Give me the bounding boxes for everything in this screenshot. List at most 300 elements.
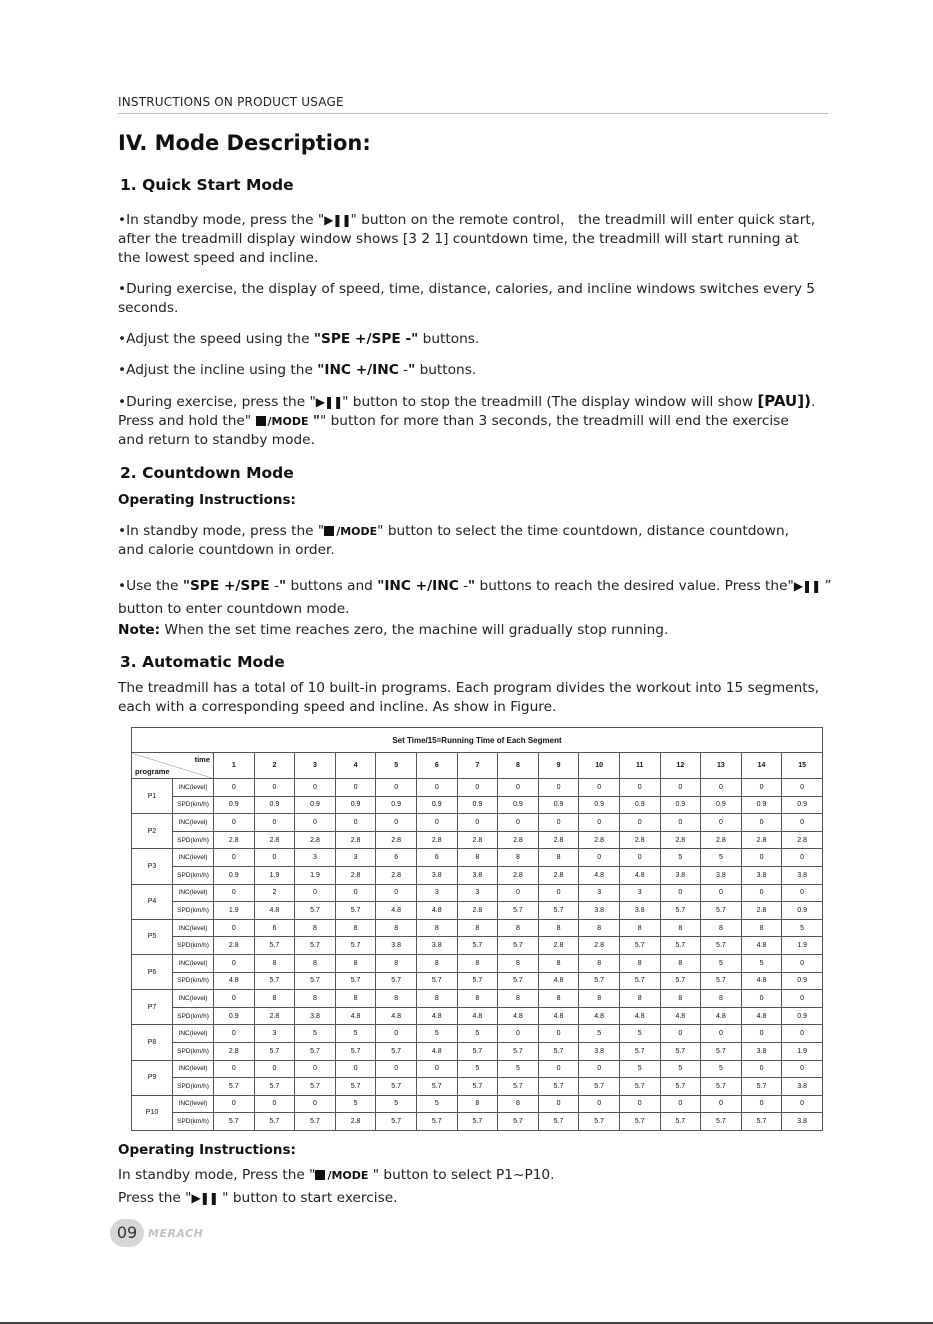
spd-value-cell: 0.9 — [538, 796, 579, 814]
inc-value-cell: 8 — [416, 990, 457, 1008]
inc-value-cell: 5 — [660, 1060, 701, 1078]
spd-value-cell: 0.9 — [457, 796, 498, 814]
spd-value-cell: 1.9 — [782, 937, 823, 955]
stop-square-icon — [324, 526, 334, 536]
spd-value-cell: 3.8 — [782, 866, 823, 884]
inc-value-cell: 0 — [295, 1095, 336, 1113]
spd-value-cell: 5.7 — [416, 1078, 457, 1096]
spd-value-cell: 4.8 — [619, 866, 660, 884]
table-row — [132, 1113, 823, 1131]
inc-value-cell: 8 — [376, 919, 417, 937]
mode-label: /MODE — [336, 525, 378, 538]
inc-value-cell: 0 — [619, 849, 660, 867]
spd-value-cell: 5.7 — [701, 1078, 742, 1096]
program-name: P2 — [132, 814, 173, 849]
inc-value-cell: 5 — [741, 954, 782, 972]
spd-label: SPD(km/h) — [173, 831, 214, 849]
spd-value-cell: 2.8 — [416, 831, 457, 849]
inc-value-cell: 0 — [782, 1025, 823, 1043]
countdown-paragraph-1: •In standby mode, press the " /MODE" button to select the time countdown, distance countdown, and calorie countdown in order. — [118, 523, 790, 558]
spd-value-cell: 4.8 — [254, 902, 295, 920]
inc-value-cell: 8 — [498, 990, 539, 1008]
spd-value-cell: 2.8 — [376, 831, 417, 849]
inc-value-cell: 5 — [619, 1025, 660, 1043]
inc-value-cell: 2 — [254, 884, 295, 902]
program-name: P8 — [132, 1025, 173, 1060]
table-title: Set Time/15=Running Time of Each Segment — [132, 728, 823, 753]
spd-value-cell: 5.7 — [335, 1042, 376, 1060]
spd-value-cell: 1.9 — [214, 902, 255, 920]
table-row — [132, 902, 823, 920]
spd-value-cell: 0.9 — [214, 796, 255, 814]
inc-value-cell: 0 — [538, 1095, 579, 1113]
inc-value-cell: 0 — [214, 814, 255, 832]
program-name: P10 — [132, 1095, 173, 1130]
inc-value-cell: 0 — [335, 779, 376, 797]
spd-value-cell: 5.7 — [741, 1078, 782, 1096]
spd-value-cell: 4.8 — [660, 1007, 701, 1025]
inc-value-cell: 3 — [457, 884, 498, 902]
spd-value-cell: 5.7 — [457, 1113, 498, 1131]
spd-value-cell: 4.8 — [498, 1007, 539, 1025]
countdown-note: Note: When the set time reaches zero, the machine will gradually stop running. — [118, 622, 669, 638]
spd-value-cell: 1.9 — [295, 866, 336, 884]
program-name: P9 — [132, 1060, 173, 1095]
inc-value-cell: 0 — [782, 814, 823, 832]
segment-header: 2 — [254, 753, 295, 779]
inc-level-label: INC(level) — [173, 779, 214, 797]
inc-value-cell: 5 — [457, 1060, 498, 1078]
inc-value-cell: 0 — [214, 849, 255, 867]
table-row — [132, 866, 823, 884]
inc-value-cell: 0 — [701, 779, 742, 797]
inc-value-cell: 0 — [741, 779, 782, 797]
table-row — [132, 1007, 823, 1025]
spd-value-cell: 0.9 — [214, 866, 255, 884]
spd-value-cell: 5.7 — [335, 972, 376, 990]
inc-value-cell: 0 — [579, 814, 620, 832]
inc-value-cell: 5 — [335, 1095, 376, 1113]
spd-value-cell: 2.8 — [538, 937, 579, 955]
spd-value-cell: 5.7 — [660, 972, 701, 990]
spd-value-cell: 2.8 — [254, 831, 295, 849]
spd-label: SPD(km/h) — [173, 1078, 214, 1096]
spd-value-cell: 0.9 — [741, 796, 782, 814]
automatic-paragraph: The treadmill has a total of 10 built-in programs. Each program divides the workout into 15 segments, each with a corresponding speed and incline. As show in Figure. — [118, 680, 820, 715]
spd-value-cell: 2.8 — [498, 831, 539, 849]
program-name: P6 — [132, 954, 173, 989]
stop-square-icon — [315, 1170, 325, 1180]
running-header: INSTRUCTIONS ON PRODUCT USAGE — [118, 95, 344, 109]
table-row — [132, 990, 823, 1008]
segment-header: 7 — [457, 753, 498, 779]
table-row — [132, 849, 823, 867]
spd-value-cell: 2.8 — [701, 831, 742, 849]
inc-value-cell: 8 — [376, 954, 417, 972]
play-pause-icon: ▶❚❚ — [315, 395, 343, 409]
spd-value-cell: 3.8 — [619, 902, 660, 920]
page-number-badge: 09 — [110, 1219, 144, 1247]
spd-value-cell: 0.9 — [782, 972, 823, 990]
inc-value-cell: 0 — [498, 779, 539, 797]
spd-value-cell: 5.7 — [619, 1042, 660, 1060]
segment-header: 12 — [660, 753, 701, 779]
segment-header: 9 — [538, 753, 579, 779]
page-title: IV. Mode Description: — [118, 131, 371, 155]
inc-value-cell: 8 — [619, 954, 660, 972]
spd-value-cell: 5.7 — [295, 902, 336, 920]
countdown-heading: 2. Countdown Mode — [120, 464, 294, 482]
spd-value-cell: 5.7 — [619, 1078, 660, 1096]
inc-value-cell: 3 — [619, 884, 660, 902]
inc-value-cell: 5 — [457, 1025, 498, 1043]
inc-value-cell: 0 — [619, 814, 660, 832]
spd-value-cell: 5.7 — [498, 1078, 539, 1096]
quick-start-paragraph-4: •Adjust the incline using the "INC +/INC -" buttons. — [118, 362, 477, 378]
inc-value-cell: 6 — [376, 849, 417, 867]
inc-value-cell: 0 — [701, 1025, 742, 1043]
spd-value-cell: 5.7 — [254, 972, 295, 990]
inc-value-cell: 5 — [295, 1025, 336, 1043]
inc-value-cell: 0 — [214, 884, 255, 902]
inc-value-cell: 0 — [579, 1095, 620, 1113]
inc-value-cell: 8 — [701, 990, 742, 1008]
spd-value-cell: 0.9 — [498, 796, 539, 814]
spd-value-cell: 4.8 — [416, 1007, 457, 1025]
spd-label: SPD(km/h) — [173, 866, 214, 884]
inc-value-cell: 8 — [660, 919, 701, 937]
spd-value-cell: 5.7 — [457, 1078, 498, 1096]
countdown-operating-heading: Operating Instructions: — [118, 492, 296, 508]
spd-value-cell: 3.8 — [579, 1042, 620, 1060]
table-row — [132, 1095, 823, 1113]
spd-label: SPD(km/h) — [173, 796, 214, 814]
segment-header: 8 — [498, 753, 539, 779]
spd-value-cell: 2.8 — [214, 1042, 255, 1060]
spd-value-cell: 2.8 — [579, 831, 620, 849]
inc-value-cell: 5 — [701, 1060, 742, 1078]
inc-value-cell: 5 — [619, 1060, 660, 1078]
inc-value-cell: 8 — [295, 954, 336, 972]
brand-logo: MERACH — [148, 1227, 204, 1240]
spd-value-cell: 1.9 — [254, 866, 295, 884]
spd-value-cell: 5.7 — [660, 902, 701, 920]
quick-start-paragraph-2: •During exercise, the display of speed, time, distance, calories, and incline windows switches every 5 seconds. — [118, 281, 815, 316]
inc-value-cell: 8 — [741, 919, 782, 937]
spd-label: SPD(km/h) — [173, 972, 214, 990]
inc-value-cell: 8 — [660, 990, 701, 1008]
spd-value-cell: 5.7 — [295, 1113, 336, 1131]
spd-value-cell: 2.8 — [295, 831, 336, 849]
inc-value-cell: 0 — [782, 1095, 823, 1113]
table-row — [132, 831, 823, 849]
inc-value-cell: 0 — [660, 814, 701, 832]
inc-level-label: INC(level) — [173, 814, 214, 832]
inc-value-cell: 3 — [254, 1025, 295, 1043]
inc-value-cell: 0 — [741, 849, 782, 867]
spd-value-cell: 5.7 — [660, 1042, 701, 1060]
spd-value-cell: 5.7 — [295, 937, 336, 955]
spd-value-cell: 2.8 — [254, 1007, 295, 1025]
inc-value-cell: 0 — [741, 884, 782, 902]
table-row — [132, 1078, 823, 1096]
inc-value-cell: 0 — [619, 1095, 660, 1113]
spd-value-cell: 5.7 — [660, 1078, 701, 1096]
spd-value-cell: 5.7 — [579, 1078, 620, 1096]
spd-value-cell: 5.7 — [254, 1042, 295, 1060]
spd-value-cell: 5.7 — [579, 1113, 620, 1131]
spd-value-cell: 2.8 — [498, 866, 539, 884]
inc-value-cell: 6 — [416, 849, 457, 867]
inc-value-cell: 0 — [214, 919, 255, 937]
segment-header: 1 — [214, 753, 255, 779]
program-table — [131, 727, 823, 1131]
spd-value-cell: 5.7 — [701, 1042, 742, 1060]
spd-value-cell: 2.8 — [335, 1113, 376, 1131]
inc-level-label: INC(level) — [173, 1095, 214, 1113]
inc-value-cell: 8 — [538, 919, 579, 937]
inc-value-cell: 8 — [538, 849, 579, 867]
spd-value-cell: 0.9 — [335, 796, 376, 814]
inc-value-cell: 5 — [701, 954, 742, 972]
inc-value-cell: 0 — [579, 849, 620, 867]
inc-value-cell: 0 — [498, 884, 539, 902]
inc-value-cell: 8 — [254, 954, 295, 972]
inc-value-cell: 0 — [457, 779, 498, 797]
table-row — [132, 779, 823, 797]
inc-value-cell: 8 — [416, 919, 457, 937]
spd-value-cell: 5.7 — [660, 1113, 701, 1131]
play-pause-icon: ▶❚❚ — [324, 213, 351, 227]
spd-value-cell: 4.8 — [741, 1007, 782, 1025]
segment-header: 10 — [579, 753, 620, 779]
inc-value-cell: 8 — [498, 1095, 539, 1113]
inc-value-cell: 8 — [457, 849, 498, 867]
spd-value-cell: 5.7 — [538, 1042, 579, 1060]
table-row — [132, 919, 823, 937]
spd-value-cell: 4.8 — [579, 866, 620, 884]
inc-value-cell: 0 — [416, 779, 457, 797]
spd-value-cell: 5.7 — [335, 902, 376, 920]
segment-header: 6 — [416, 753, 457, 779]
inc-value-cell: 0 — [335, 1060, 376, 1078]
inc-value-cell: 0 — [741, 1060, 782, 1078]
inc-value-cell: 0 — [538, 814, 579, 832]
spd-value-cell: 0.9 — [295, 796, 336, 814]
inc-value-cell: 5 — [782, 919, 823, 937]
inc-value-cell: 0 — [741, 814, 782, 832]
inc-value-cell: 0 — [376, 779, 417, 797]
inc-value-cell: 0 — [254, 814, 295, 832]
countdown-paragraph-2: •Use the "SPE +/SPE -" buttons and "INC +/INC -" buttons to reach the desired value. Press the"▶❚❚ ” button to enter countdown mode. — [118, 575, 838, 621]
inc-value-cell: 6 — [254, 919, 295, 937]
spd-value-cell: 3.8 — [701, 866, 742, 884]
inc-value-cell: 0 — [782, 849, 823, 867]
segment-header: 4 — [335, 753, 376, 779]
quick-start-heading: 1. Quick Start Mode — [120, 176, 294, 194]
spd-value-cell: 3.8 — [782, 1078, 823, 1096]
spd-value-cell: 5.7 — [376, 972, 417, 990]
spd-value-cell: 4.8 — [376, 902, 417, 920]
table-row — [132, 884, 823, 902]
inc-value-cell: 8 — [538, 954, 579, 972]
inc-value-cell: 8 — [457, 919, 498, 937]
spd-value-cell: 2.8 — [538, 866, 579, 884]
inc-value-cell: 8 — [579, 990, 620, 1008]
spd-label: SPD(km/h) — [173, 902, 214, 920]
inc-value-cell: 0 — [376, 1060, 417, 1078]
spd-value-cell: 5.7 — [295, 972, 336, 990]
spd-value-cell: 5.7 — [619, 1113, 660, 1131]
table-corner-cell — [132, 753, 214, 779]
inc-value-cell: 8 — [254, 990, 295, 1008]
inc-value-cell: 0 — [538, 884, 579, 902]
spd-value-cell: 2.8 — [660, 831, 701, 849]
spd-value-cell: 3.8 — [741, 1042, 782, 1060]
inc-value-cell: 0 — [619, 779, 660, 797]
inc-value-cell: 3 — [295, 849, 336, 867]
table-row — [132, 1042, 823, 1060]
inc-value-cell: 0 — [660, 779, 701, 797]
inc-value-cell: 0 — [295, 814, 336, 832]
inc-value-cell: 0 — [254, 1095, 295, 1113]
spd-value-cell: 5.7 — [214, 1078, 255, 1096]
inc-value-cell: 0 — [538, 779, 579, 797]
segment-header: 5 — [376, 753, 417, 779]
spd-value-cell: 5.7 — [701, 972, 742, 990]
spd-value-cell: 0.9 — [701, 796, 742, 814]
automatic-operating-heading: Operating Instructions: — [118, 1142, 296, 1158]
spd-value-cell: 5.7 — [701, 902, 742, 920]
inc-value-cell: 5 — [660, 849, 701, 867]
inc-value-cell: 5 — [335, 1025, 376, 1043]
spd-value-cell: 0.9 — [376, 796, 417, 814]
segment-header: 15 — [782, 753, 823, 779]
spd-value-cell: 3.8 — [660, 866, 701, 884]
inc-value-cell: 0 — [335, 814, 376, 832]
inc-value-cell: 0 — [701, 814, 742, 832]
inc-value-cell: 0 — [741, 1095, 782, 1113]
spd-value-cell: 5.7 — [254, 1078, 295, 1096]
spd-value-cell: 5.7 — [335, 1078, 376, 1096]
inc-value-cell: 0 — [214, 779, 255, 797]
play-pause-icon: ▶❚❚ — [793, 579, 821, 593]
spd-value-cell: 4.8 — [741, 972, 782, 990]
inc-value-cell: 0 — [660, 1095, 701, 1113]
inc-value-cell: 0 — [538, 1060, 579, 1078]
inc-value-cell: 0 — [335, 884, 376, 902]
spd-value-cell: 0.9 — [214, 1007, 255, 1025]
table-row — [132, 1025, 823, 1043]
spd-value-cell: 0.9 — [579, 796, 620, 814]
spd-value-cell: 4.8 — [701, 1007, 742, 1025]
inc-level-label: INC(level) — [173, 884, 214, 902]
inc-level-label: INC(level) — [173, 849, 214, 867]
spd-value-cell: 5.7 — [701, 937, 742, 955]
spd-label: SPD(km/h) — [173, 1042, 214, 1060]
segment-header: 14 — [741, 753, 782, 779]
inc-value-cell: 8 — [335, 919, 376, 937]
inc-value-cell: 0 — [295, 779, 336, 797]
spd-value-cell: 5.7 — [457, 1042, 498, 1060]
inc-value-cell: 8 — [457, 954, 498, 972]
table-row — [132, 796, 823, 814]
inc-value-cell: 5 — [376, 1095, 417, 1113]
spd-value-cell: 3.8 — [416, 866, 457, 884]
spd-value-cell: 2.8 — [619, 831, 660, 849]
spd-value-cell: 5.7 — [579, 972, 620, 990]
spd-value-cell: 4.8 — [214, 972, 255, 990]
inc-level-label: INC(level) — [173, 919, 214, 937]
program-name: P7 — [132, 990, 173, 1025]
inc-value-cell: 0 — [782, 954, 823, 972]
inc-level-label: INC(level) — [173, 990, 214, 1008]
spd-value-cell: 5.7 — [376, 1042, 417, 1060]
inc-value-cell: 8 — [701, 919, 742, 937]
inc-value-cell: 8 — [619, 919, 660, 937]
inc-value-cell: 0 — [741, 1025, 782, 1043]
inc-value-cell: 0 — [254, 849, 295, 867]
spd-value-cell: 4.8 — [416, 902, 457, 920]
play-pause-icon: ▶❚❚ — [191, 1191, 218, 1205]
stop-square-icon — [256, 416, 266, 426]
inc-value-cell: 0 — [214, 1095, 255, 1113]
spd-value-cell: 5.7 — [457, 937, 498, 955]
inc-value-cell: 0 — [295, 1060, 336, 1078]
spd-value-cell: 5.7 — [538, 902, 579, 920]
spd-value-cell: 2.8 — [214, 831, 255, 849]
inc-value-cell: 0 — [660, 884, 701, 902]
quick-start-paragraph-5: •During exercise, press the "▶❚❚" button to stop the treadmill (The display window will show [PAU]). Press and hold the" /MODE "" button for more than 3 seconds, the treadmill will end the exercise and return to standby mode. — [118, 392, 816, 448]
spd-value-cell: 2.8 — [741, 831, 782, 849]
inc-value-cell: 0 — [660, 1025, 701, 1043]
spd-value-cell: 0.9 — [254, 796, 295, 814]
inc-value-cell: 0 — [295, 884, 336, 902]
program-name: P5 — [132, 919, 173, 954]
inc-value-cell: 8 — [295, 990, 336, 1008]
spd-value-cell: 5.7 — [660, 937, 701, 955]
spd-value-cell: 5.7 — [498, 937, 539, 955]
spd-value-cell: 5.7 — [498, 902, 539, 920]
table-row — [132, 937, 823, 955]
segment-header: 3 — [295, 753, 336, 779]
spd-value-cell: 1.9 — [782, 1042, 823, 1060]
spd-value-cell: 2.8 — [538, 831, 579, 849]
spd-value-cell: 3.8 — [295, 1007, 336, 1025]
automatic-instructions: In standby mode, Press the " /MODE " button to select P1~P10. Press the "▶❚❚ " button to start exercise. — [118, 1164, 838, 1210]
inc-value-cell: 0 — [376, 884, 417, 902]
inc-level-label: INC(level) — [173, 954, 214, 972]
inc-value-cell: 8 — [498, 919, 539, 937]
spd-value-cell: 0.9 — [782, 902, 823, 920]
spd-value-cell: 5.7 — [295, 1078, 336, 1096]
spd-value-cell: 2.8 — [741, 902, 782, 920]
inc-value-cell: 8 — [660, 954, 701, 972]
inc-level-label: INC(level) — [173, 1060, 214, 1078]
inc-value-cell: 3 — [335, 849, 376, 867]
spd-value-cell: 5.7 — [376, 1113, 417, 1131]
spd-value-cell: 3.8 — [376, 937, 417, 955]
spd-value-cell: 3.8 — [579, 902, 620, 920]
spd-value-cell: 2.8 — [214, 937, 255, 955]
spd-value-cell: 0.9 — [660, 796, 701, 814]
spd-value-cell: 5.7 — [214, 1113, 255, 1131]
inc-value-cell: 8 — [498, 954, 539, 972]
spd-value-cell: 4.8 — [416, 1042, 457, 1060]
corner-time-label: time — [194, 755, 210, 764]
spd-value-cell: 5.7 — [376, 1078, 417, 1096]
spd-value-cell: 0.9 — [782, 796, 823, 814]
